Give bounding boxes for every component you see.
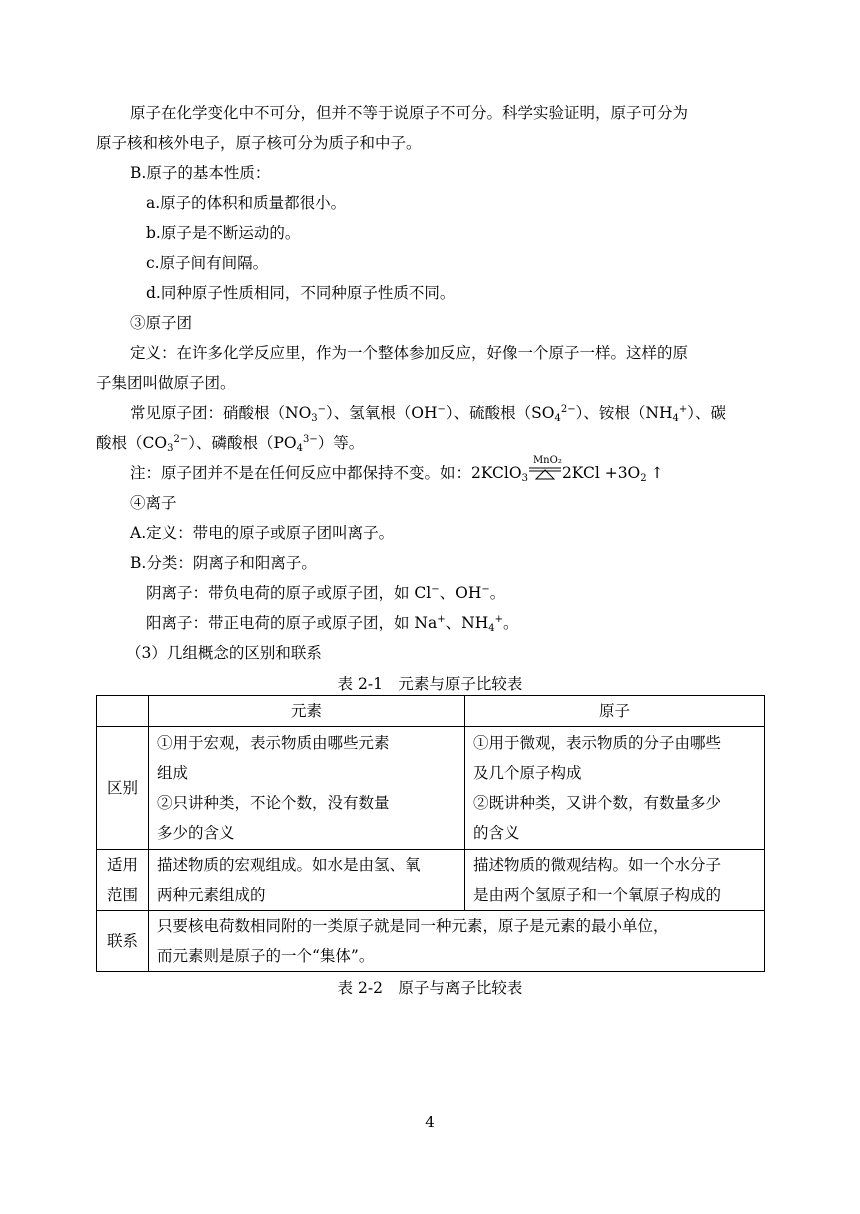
header-cell: 原子: [465, 696, 765, 727]
paragraph-line: [130, 402, 726, 424]
superscript: +: [494, 614, 503, 625]
table-caption: 表 2-1 元素与原子比较表: [337, 675, 523, 693]
subscript: 3: [521, 473, 528, 484]
paragraph-line: 原子核和核外电子，原子核可分为质子和中子。: [96, 134, 422, 152]
text-run: 阴离子：带负电荷的原子或原子团，如 Cl: [146, 584, 432, 602]
cell-line: ②只讲种类，不论个数，没有数量: [157, 794, 390, 812]
text-run: ）、氢氧根（OH: [326, 404, 438, 422]
table-cell: [465, 850, 765, 911]
subscript: 4: [488, 623, 495, 634]
row-label-line: 范围: [106, 886, 138, 904]
section-heading: （3）几组概念的区别和联系: [126, 644, 322, 662]
equation-line: [130, 455, 664, 484]
text-run: 2KCl +3O: [561, 464, 641, 482]
subscript: 2: [640, 473, 647, 484]
subscript: 4: [672, 413, 679, 424]
cell-line: 及几个原子构成: [473, 764, 582, 782]
text-run: 常见原子团：硝酸根（NO: [130, 404, 312, 422]
cell-line: ②既讲种类，又讲个数，有数量多少: [473, 794, 722, 812]
table-row: [97, 911, 765, 972]
superscript: −: [317, 404, 327, 415]
text-run: ）、碳: [687, 404, 726, 422]
text-run: ）、硫酸根（SO: [445, 404, 555, 422]
subscript: 4: [554, 413, 561, 424]
list-item: a.原子的体积和质量都很小。: [146, 194, 347, 212]
cell-line: ①用于宏观，表示物质由哪些元素: [157, 734, 390, 752]
table-row: [97, 850, 765, 911]
section-heading: B.原子的基本性质：: [130, 164, 271, 182]
cell-line: 描述物质的微观结构。如一个水分子: [473, 856, 722, 874]
cell-line: 组成: [157, 764, 189, 782]
table-cell: [465, 727, 765, 850]
paragraph-line: B.分类：阴离子和阳离子。: [130, 554, 317, 572]
text-run: 注：原子团并不是在任何反应中都保持不变。如：2KClO: [130, 464, 522, 482]
cell-line: 多少的含义: [157, 824, 235, 842]
cell-line: 只要核电荷数相同附的一类原子就是同一种元素，原子是元素的最小单位，: [157, 917, 669, 935]
cell-line: 而元素则是原子的一个“集体”。: [157, 947, 375, 965]
paragraph-line: 原子在化学变化中不可分，但并不等于说原子不可分。科学实验证明，原子可分为: [130, 104, 689, 122]
cell-line: 是由两个氢原子和一个氧原子构成的: [473, 886, 722, 904]
page-number: 4: [425, 1113, 435, 1131]
paragraph-line: 定义：在许多化学反应里，作为一个整体参加反应，好像一个原子一样。这样的原: [130, 344, 689, 362]
reaction-condition: [528, 455, 562, 484]
text-run: 、NH: [445, 614, 489, 632]
row-label: [97, 850, 149, 911]
subscript: 3: [167, 443, 174, 454]
table-header-row: [97, 696, 765, 727]
paragraph-line: [96, 432, 364, 454]
superscript: 3−: [302, 434, 318, 445]
row-label: 联系: [97, 911, 149, 972]
header-cell: 元素: [149, 696, 465, 727]
superscript: −: [431, 584, 440, 595]
subscript: 3: [311, 413, 318, 424]
heat-triangle-icon: [528, 462, 562, 484]
table-cell: [149, 911, 765, 972]
cell-line: 描述物质的宏观组成。如水是由氢、氧: [157, 856, 421, 874]
text-run: 阳离子：带正电荷的原子或原子团，如 Na: [146, 614, 438, 632]
table-caption: 表 2-2 原子与离子比较表: [337, 979, 523, 997]
text-run: ）、磷酸根（PO: [188, 434, 297, 452]
cell-line: 的含义: [473, 824, 520, 842]
section-heading: ③原子团: [130, 314, 193, 332]
list-item: c.原子间有间隔。: [146, 254, 269, 272]
gas-arrow-icon: ↑: [650, 464, 664, 482]
superscript: 2−: [173, 434, 189, 445]
list-item: d.同种原子性质相同，不同种原子性质不同。: [146, 284, 456, 302]
text-run: 。: [489, 584, 506, 602]
table-row: [97, 727, 765, 850]
paragraph-line: 子集团叫做原子团。: [96, 374, 236, 392]
catalyst-label: MnO₂: [532, 455, 562, 466]
table-cell: [149, 850, 465, 911]
superscript: 2−: [560, 404, 576, 415]
section-heading: ④离子: [130, 494, 177, 512]
text-run: 、OH: [439, 584, 482, 602]
superscript: +: [678, 404, 688, 415]
list-item: b.原子是不断运动的。: [146, 224, 301, 242]
text-run: ）、铵根（NH: [575, 404, 673, 422]
table-cell: [149, 727, 465, 850]
row-label-line: 适用: [106, 856, 138, 874]
text-run: ）等。: [317, 434, 365, 452]
superscript: +: [437, 614, 446, 625]
comparison-table: [96, 695, 765, 972]
paragraph-line: A.定义：带电的原子或原子团叫离子。: [130, 524, 395, 542]
cell-line: 两种元素组成的: [157, 886, 266, 904]
paragraph-line: [146, 582, 505, 604]
header-cell-empty: [97, 696, 149, 727]
superscript: −: [437, 404, 446, 415]
cell-line: ①用于微观，表示物质的分子由哪些: [473, 734, 722, 752]
superscript: −: [481, 584, 490, 595]
text-run: 。: [502, 614, 519, 632]
text-run: 酸根（CO: [96, 434, 168, 452]
subscript: 4: [296, 443, 303, 454]
row-label: 区别: [97, 727, 149, 850]
paragraph-line: [146, 612, 519, 634]
